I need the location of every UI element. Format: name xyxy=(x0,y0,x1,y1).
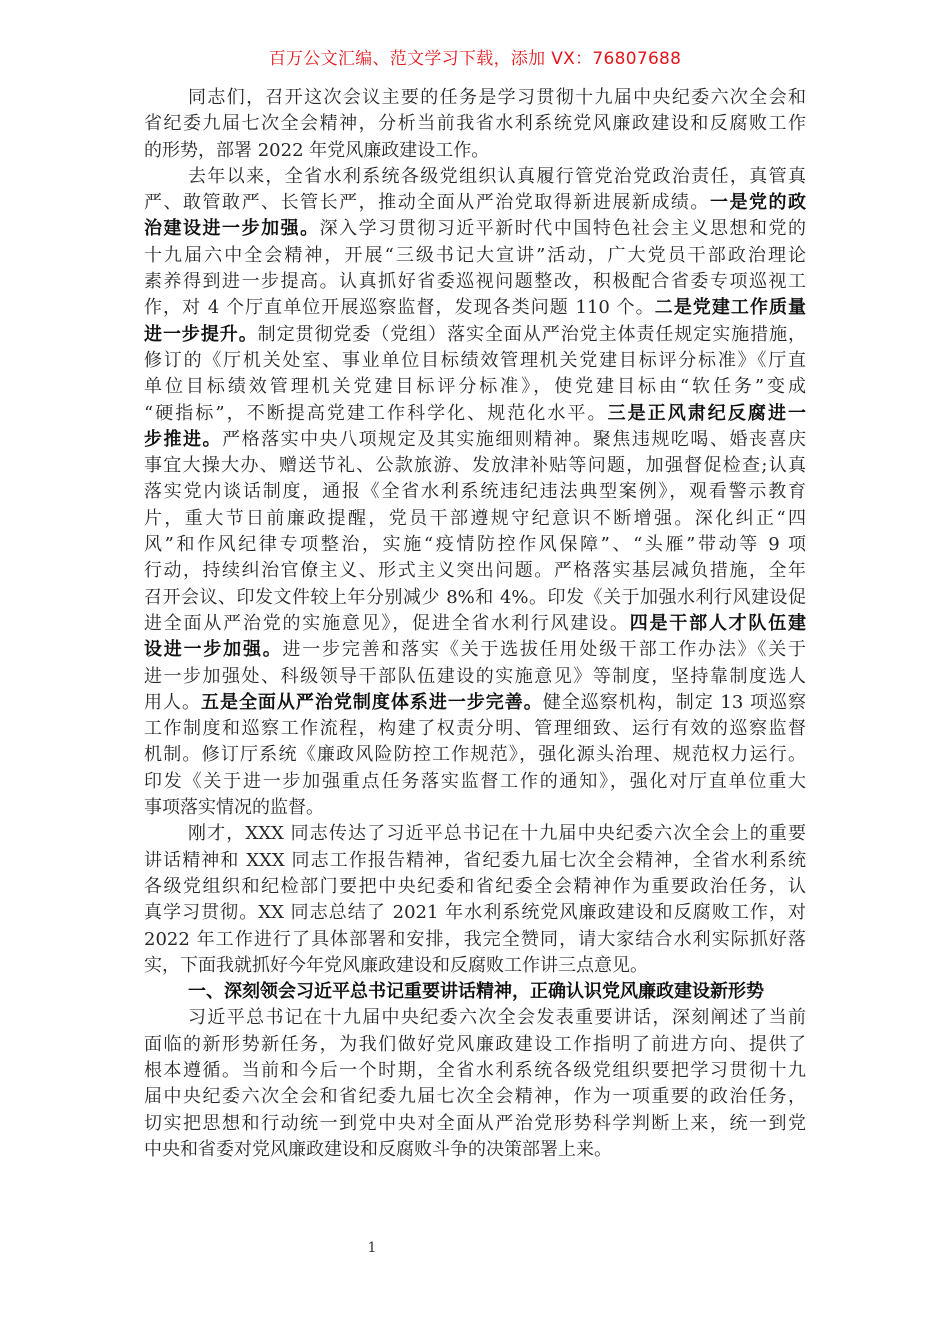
text-line xyxy=(144,716,806,742)
text-line xyxy=(144,401,806,427)
text: 切实把思想和行动统一到党中央对全面从严治党形势科学判断上来，统一到党 xyxy=(144,1112,806,1134)
text: 事宜大操大办、赠送节礼、公款旅游、发放津补贴等问题，加强督促检查;认真 xyxy=(144,455,806,477)
text-line xyxy=(144,690,806,716)
text-line xyxy=(144,1058,806,1084)
bold-text: 步推进。 xyxy=(144,428,223,450)
text: 召开会议、印发文件较上年分别减少 8%和 4%。印发《关于加强水利行风建设促 xyxy=(144,586,806,608)
text: 真学习贯彻。XX 同志总结了 2021 年水利系统党风廉政建设和反腐败工作，对 xyxy=(144,902,806,924)
text-line xyxy=(144,1032,806,1058)
text: 事项落实情况的监督。 xyxy=(144,797,324,819)
text: 中央和省委对党风廉政建设和反腐败斗争的决策部署上来。 xyxy=(144,1138,612,1160)
text: 落实党内谈话制度，通报《全省水利系统违纪违法典型案例》，观看警示教育 xyxy=(144,481,806,503)
text-line xyxy=(144,1084,806,1110)
document-body xyxy=(144,85,806,1163)
text: 行动，持续纠治官僚主义、形式主义突出问题。严格落实基层减负措施，全年 xyxy=(144,560,806,582)
text: 深入学习贯彻习近平新时代中国特色社会主义思想和党的 xyxy=(319,218,807,240)
paragraph xyxy=(144,164,806,821)
text-line xyxy=(144,795,806,821)
text: 机制。修订厅系统《廉政风险防控工作规范》，强化源头治理、规范权力运行。 xyxy=(144,744,806,766)
bold-text: 治建设进一步加强。 xyxy=(144,218,320,240)
text-line xyxy=(144,558,806,584)
text-line xyxy=(144,821,806,847)
text-line xyxy=(144,953,806,979)
text-line xyxy=(144,874,806,900)
text-line xyxy=(144,1137,806,1163)
text: 省纪委九届七次全会精神，分析当前我省水利系统党风廉政建设和反腐败工作 xyxy=(144,113,806,135)
text: 进一步加强处、科级领导干部队伍建设的实施意见》等制度，坚持靠制度选人 xyxy=(144,665,806,687)
text: 风”和作风纪律专项整治，实施“疫情防控作风保障”、“头雁”带动等 9 项 xyxy=(144,534,806,556)
text: 用人。 xyxy=(144,691,201,713)
text-line xyxy=(144,138,806,164)
text: 去年以来，全省水利系统各级党组织认真履行管党治党政治责任，真管真 xyxy=(188,165,806,187)
text: 进全面从严治党的实施意见》，促进全省水利行风建设。 xyxy=(144,612,630,634)
text-line xyxy=(144,611,806,637)
text-line xyxy=(144,427,806,453)
bold-text: 设进一步加强。 xyxy=(144,639,283,661)
text-line xyxy=(144,848,806,874)
bold-text: 进一步提升。 xyxy=(144,323,258,345)
bold-text: 五是全面从严治党制度体系进一步完善。 xyxy=(200,691,543,713)
text: 作，对 4 个厅直单位开展巡察监督，发现各类问题 110 个。 xyxy=(144,297,655,319)
text: 素养得到进一步提高。认真抓好省委巡视问题整改，积极配合省委专项巡视工 xyxy=(144,271,806,293)
text-line xyxy=(144,479,806,505)
text-line xyxy=(144,979,806,1005)
paragraph xyxy=(144,821,806,979)
text: 讲话精神和 XXX 同志工作报告精神，省纪委九届七次全会精神，全省水利系统 xyxy=(144,849,806,871)
paragraph xyxy=(144,1005,806,1163)
text: 实，下面我就抓好今年党风廉政建设和反腐败工作讲三点意见。 xyxy=(144,954,648,976)
text-line xyxy=(144,164,806,190)
text-line xyxy=(144,269,806,295)
text-line xyxy=(144,374,806,400)
text-line xyxy=(144,769,806,795)
bold-text: 四是干部人才队伍建 xyxy=(629,612,807,634)
text-line xyxy=(144,111,806,137)
text: 2022 年工作进行了具体部署和安排，我完全赞同，请大家结合水利实际抓好落 xyxy=(144,928,806,950)
section-heading xyxy=(144,979,806,1005)
page-number-container xyxy=(0,1240,950,1256)
text: 刚才，XXX 同志传达了习近平总书记在十九届中央纪委六次全会上的重要 xyxy=(188,823,806,845)
text: 届中央纪委六次全会和省纪委九届七次全会精神，作为一项重要的政治任务， xyxy=(144,1086,806,1108)
text-line xyxy=(144,322,806,348)
text: 的形势，部署 2022 年党风廉政建设工作。 xyxy=(144,139,490,161)
text-line xyxy=(144,243,806,269)
text-line xyxy=(144,453,806,479)
bold-text: 二是党建工作质量 xyxy=(654,297,807,319)
text-line xyxy=(144,295,806,321)
text: “硬指标”，不断提高党建工作科学化、规范化水平。 xyxy=(144,402,608,424)
page-number: 1 xyxy=(367,1240,377,1256)
text: 单位目标绩效管理机关党建目标评分标准》，使党建目标由“软任务”变成 xyxy=(144,376,806,398)
text-line xyxy=(144,585,806,611)
text: 片，重大节日前廉政提醒，党员干部遵规守纪意识不断增强。深化纠正“四 xyxy=(144,507,806,529)
paragraph xyxy=(144,85,806,164)
text: 制定贯彻党委（党组）落实全面从严治党主体责任规定实施措施， xyxy=(257,323,807,345)
text: 严格落实中央八项规定及其实施细则精神。聚焦违规吃喝、婚丧喜庆 xyxy=(222,428,806,450)
text-line xyxy=(144,216,806,242)
text-line xyxy=(144,900,806,926)
text-line xyxy=(144,190,806,216)
text: 面临的新形势新任务，为我们做好党风廉政建设工作指明了前进方向、提供了 xyxy=(144,1033,806,1055)
text-line xyxy=(144,85,806,111)
text: 根本遵循。当前和今后一个时期，全省水利系统各级党组织要把学习贯彻十九 xyxy=(144,1059,806,1081)
text: 印发《关于进一步加强重点任务落实监督工作的通知》，强化对厅直单位重大 xyxy=(144,770,806,792)
bold-text: 三是正风肃纪反腐进一 xyxy=(607,402,806,424)
text-line xyxy=(144,1005,806,1031)
text-line xyxy=(144,1111,806,1137)
text: 健全巡察机构，制定 13 项巡察 xyxy=(542,691,806,713)
text: 习近平总书记在十九届中央纪委六次全会发表重要讲话，深刻阐述了当前 xyxy=(188,1007,806,1029)
watermark-header: 百万公文汇编、范文学习下载，添加 VX：76807688 xyxy=(268,49,682,69)
text: 十九届六中全会精神，开展“三级书记大宣讲”活动，广大党员干部政治理论 xyxy=(144,244,806,266)
text: 工作制度和巡察工作流程，构建了权责分明、管理细致、运行有效的巡察监督 xyxy=(144,718,806,740)
text: 进一步完善和落实《关于选拔任用处级干部工作办法》《关于 xyxy=(282,639,806,661)
text-line xyxy=(144,742,806,768)
text: 同志们，召开这次会议主要的任务是学习贯彻十九届中央纪委六次全会和 xyxy=(188,87,806,108)
text: 严、敢管敢严、长管长严，推动全面从严治党取得新进展新成绩。 xyxy=(144,192,710,214)
text-line xyxy=(144,637,806,663)
text: 修订的《厅机关处室、事业单位目标绩效管理机关党建目标评分标准》《厅直 xyxy=(144,349,806,371)
bold-text: 一是党的政 xyxy=(709,192,806,214)
text-line xyxy=(144,532,806,558)
text-line xyxy=(144,664,806,690)
text: 各级党组织和纪检部门要把中央纪委和省纪委全会精神作为重要政治任务，认 xyxy=(144,875,806,897)
text-line xyxy=(144,506,806,532)
bold-text: 一、深刻领会习近平总书记重要讲话精神，正确认识党风廉政建设新形势 xyxy=(188,981,764,1003)
text-line xyxy=(144,927,806,953)
text-line xyxy=(144,348,806,374)
